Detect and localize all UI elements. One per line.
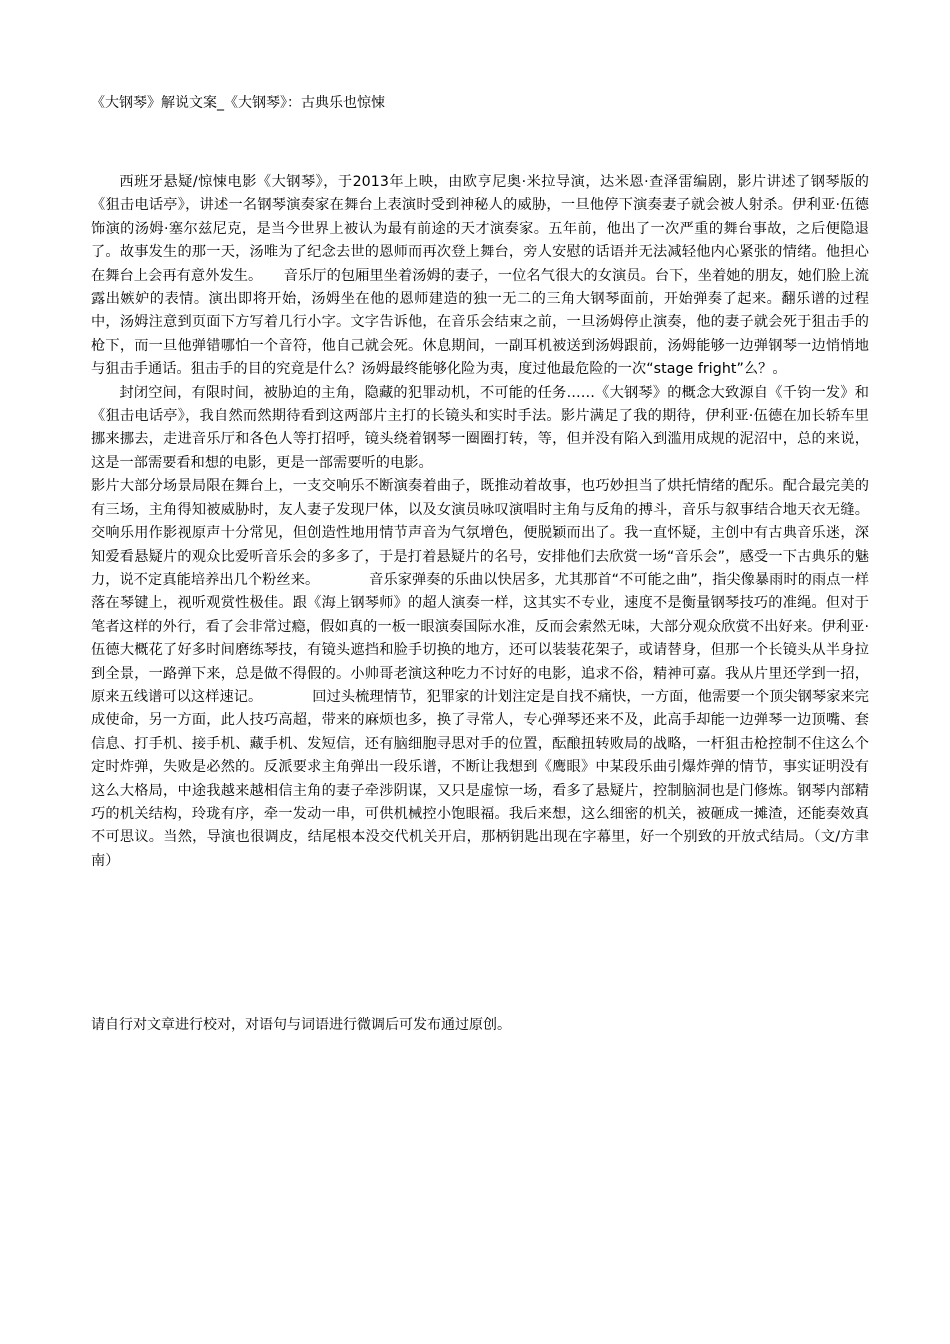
document-title: 《大钢琴》解说文案_《大钢琴》：古典乐也惊悚: [91, 95, 385, 111]
proofread-note: 请自行对文章进行校对，对语句与词语进行微调后可发布通过原创。: [91, 1017, 511, 1033]
paragraph-music-and-plot: 影片大部分场景局限在舞台上，一支交响乐不断演奏着曲子，既推动着故事，也巧妙担当了烘托情绪的配乐。配合最完美的有三场，主角得知被威胁时，友人妻子发现尸体，以及女演员咏叹演唱时主角与反角的搏斗，音乐与叙事结合地天衣无缝。交响乐用作影视原声十分常见，但创造性地用情节声音为气氛增色，便脱颖而出了。我一直怀疑，主创中有古典音乐迷，深知爱看悬疑片的观众比爱听音乐会的多多了，于是打着悬疑片的名号，安排他们去欣赏一场“音乐会”，感受一下古典乐的魅力，说不定真能培养出几个粉丝来。 音乐家弹奏的乐曲以快居多，尤其那首“不可能之曲”，指尖像暴雨时的雨点一样落在琴键上，视听观赏性极佳。跟《海上钢琴师》的超人演奏一样，这其实不专业，速度不是衡量钢琴技巧的准绳。但对于笔者这样的外行，看了会非常过瘾，假如真的一板一眼演奏国际水准，反而会索然无味，大部分观众欣赏不出好来。伊利亚·伍德大概花了好多时间磨练琴技，有镜头遮挡和脸手切换的地方，还可以装装花架子，或请替身，但那一个长镜头从半身拉到全景，一路弹下来，总是做不得假的。小帅哥老演这种吃力不讨好的电影，追求不俗，精神可嘉。我从片里还学到一招，原来五线谱可以这样速记。 回过头梳理情节，犯罪家的计划注定是自找不痛快，一方面，他需要一个顶尖钢琴家来完成使命，另一方面，此人技巧高超，带来的麻烦也多，换了寻常人，专心弹琴还来不及，此高手却能一边弹琴一边顶嘴、套信息、打手机、接手机、藏手机、发短信，还有脑细胞寻思对手的位置，酝酿扭转败局的战略，一杆狙击枪控制不住这么个定时炸弹，失败是必然的。反派要求主角弹出一段乐谱，不断让我想到《鹰眼》中某段乐曲引爆炸弹的情节，事实证明没有这么大格局，中途我越来越相信主角的妻子牵涉阴谋，又只是虚惊一场，看多了悬疑片，控制脑洞也是门修炼。钢琴内部精巧的机关结构，玲珑有序，牵一发动一串，可供机械控小饱眼福。我后来想，这么细密的机关，被砸成一摊渣，还能奏效真不可思议。当然，导演也很调皮，结尾根本没交代机关开启，那柄钥匙出现在字幕里，好一个别致的开放式结局。（文/方聿南）: [91, 478, 869, 869]
paragraph-concept: 封闭空间，有限时间，被胁迫的主角，隐藏的犯罪动机，不可能的任务……《大钢琴》的概念大致源自《千钧一发》和《狙击电话亭》，我自然而然期待看到这两部片主打的长镜头和实时手法。影片满足了我的期待，伊利亚·伍德在加长轿车里挪来挪去，走进音乐厅和各色人等打招呼，镜头绕着钢琴一圈圈打转，等，但并没有陷入到滥用成规的泥沼中，总的来说，这是一部需要看和想的电影，更是一部需要听的电影。: [91, 384, 869, 471]
article-body: [91, 171, 869, 873]
paragraph-plot-summary: 西班牙悬疑/惊悚电影《大钢琴》，于2013年上映，由欧亨尼奥·米拉导演，达米恩·查泽雷编剧，影片讲述了钢琴版的《狙击电话亭》，讲述一名钢琴演奏家在舞台上表演时受到神秘人的威胁，一旦他停下演奏妻子就会被人射杀。伊利亚·伍德饰演的汤姆·塞尔兹尼克，是当今世界上被认为最有前途的天才演奏家。五年前，他出了一次严重的舞台事故，之后便隐退了。故事发生的那一天，汤唯为了纪念去世的恩师而再次登上舞台，旁人安慰的话语并无法减轻他内心紧张的情绪。他担心在舞台上会再有意外发生。 音乐厅的包厢里坐着汤姆的妻子，一位名气很大的女演员。台下，坐着她的朋友，她们脸上流露出嫉妒的表情。演出即将开始，汤姆坐在他的恩师建造的独一无二的三角大钢琴面前，开始弹奏了起来。翻乐谱的过程中，汤姆注意到页面下方写着几行小字。文字告诉他，在音乐会结束之前，一旦汤姆停止演奏，他的妻子就会死于狙击手的枪下，而一旦他弹错哪怕一个音符，他自己就会死。休息期间，一副耳机被送到汤姆跟前，汤姆能够一边弹钢琴一边悄悄地与狙击手通话。狙击手的目的究竟是什么？汤姆最终能够化险为夷，度过他最危险的一次“stage fright”么？。: [91, 174, 869, 378]
